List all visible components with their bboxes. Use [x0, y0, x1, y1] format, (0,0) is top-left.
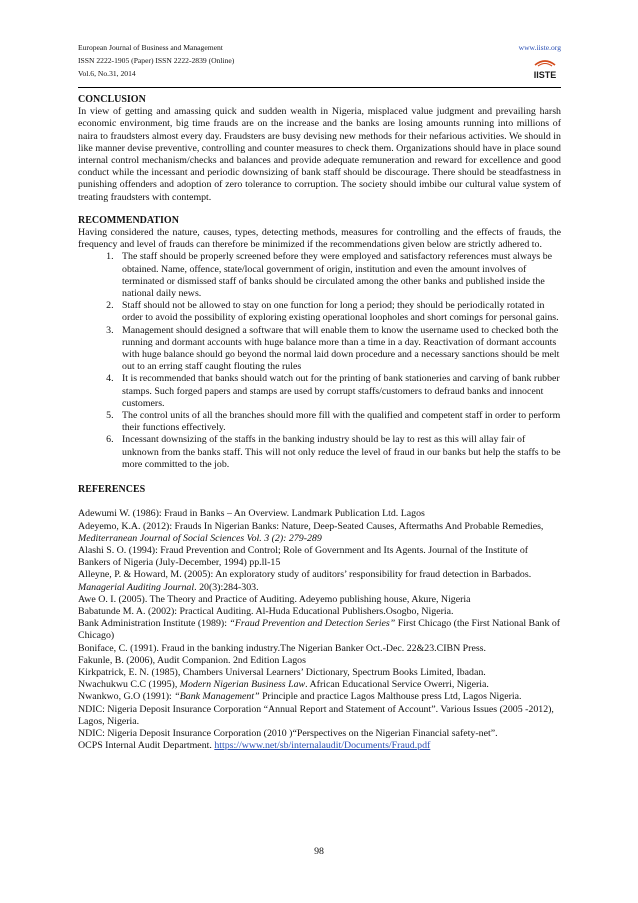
reference-link[interactable]: https://www.net/sb/internalaudit/Documents/Fraud.pdf — [214, 740, 431, 752]
reference-item: Awe O. I. (2005). The Theory and Practice of Auditing. Adeyemo publishing house, Akure, Nigeria — [78, 593, 471, 605]
list-item: 4. It is recommended that banks should watch out for the printing of bank stationeries and carving of bank rubber stamps. Such forged papers and stamps are used by corrupt staffs/customers to defraud banks and innocent customers. — [116, 373, 561, 410]
page-number: 98 — [314, 846, 324, 857]
reference-item: NDIC: Nigeria Deposit Insurance Corporation “Annual Report and Statement of Account”. Various Issues (2005 -2012), Lagos, Nigeria. — [78, 703, 554, 727]
journal-title: European Journal of Business and Management — [78, 43, 223, 52]
recommendation-intro: Having considered the nature, causes, types, detecting methods, measures for controlling and the effects of frauds, the frequency and level of frauds can therefore be minimized if the recommendations given below are strictly adhered to. — [78, 227, 561, 251]
conclusion-paragraph: In view of getting and amassing quick and sudden wealth in Nigeria, misplaced value judgment and prevailing harsh economic environment, big time frauds are on the increase and the banks are losing amounts running into millions of naira to fraudsters almost every day. Fraudsters are busy devising new methods for their nefarious activities. We should in like manner devise preventive, controlling and counter measures to check them. Organizations should have in place sound internal control mechanism/checks and balances and provide adequate remuneration and reward for excellence and good conduct while the incessant and periodic downsizing of bank staff should be discourage. There should be steadfastness in punishing offenders and adoption of zero tolerance to corruption. The society should imbibe our cultural value system of treating fraudsters with contempt. — [78, 106, 561, 203]
header-rule — [78, 87, 561, 88]
iiste-logo — [532, 56, 558, 82]
reference-item: Babatunde M. A. (2002): Practical Auditing. Al-Huda Educational Publishers.Osogbo, Nigeria. — [78, 605, 454, 617]
logo-text: IISTE — [533, 70, 557, 80]
reference-item: Nwachukwu C.C (1995), Modern Nigerian Business Law. African Educational Service Owerri, Nigeria. — [78, 679, 489, 691]
references-list — [78, 508, 561, 752]
list-item: 5. The control units of all the branches should more fill with the qualified and competent staff in order to perform their functions effectively. — [116, 410, 561, 434]
reference-item: Alleyne, P. & Howard, M. (2005): An exploratory study of auditors’ responsibility for fraud detection in Barbados. Managerial Auditing Journal. 20(3):284-303. — [78, 569, 532, 593]
references-heading: REFERENCES — [78, 484, 146, 496]
reference-item: Alashi S. O. (1994): Fraud Prevention and Control; Role of Government and Its Agents. Journal of the Institute of Bankers of Nigeria (July-December, 1994) pp.ll-15 — [78, 544, 529, 569]
reference-item: Nwankwo, G.O (1991): “Bank Management” Principle and practice Lagos Malthouse press Ltd, Lagos Nigeria. — [78, 691, 522, 703]
reference-item: Adeyemo, K.A. (2012): Frauds In Nigerian Banks: Nature, Deep-Seated Causes, Aftermaths And Probable Remedies, Mediterranean Journal of Social Sciences Vol. 3 (2): 279-289 — [78, 520, 544, 544]
reference-item: Kirkpatrick, E. N. (1985), Chambers Universal Learners’ Dictionary, Spectrum Books Limited, Ibadan. — [78, 666, 486, 678]
reference-item: OCPS Internal Audit Department. https://www.net/sb/internalaudit/Documents/Fraud.pdf — [78, 740, 431, 752]
recommendation-list — [78, 251, 561, 471]
reference-item: Bank Administration Institute (1989): “Fraud Prevention and Detection Series” First Chicago (the First National Bank of Chicago) — [78, 618, 561, 642]
article-body — [78, 94, 561, 752]
list-item: 3. Management should designed a software that will enable them to know the username used to checked both the running and dormant accounts with huge balance more than a time in a day. Reactivation of dormant accounts with huge balance should go beyond the normal laid down procedure and a necessary sanctions should be melt out to an erring staff caught flouting the rules — [116, 325, 561, 374]
list-item: 2. Staff should not be allowed to stay on one function for long a period; they should be periodically rotated in order to avoid the possibility of exploring existing operational loopholes and short comings for personal gains. — [116, 300, 561, 324]
journal-url-link[interactable]: www.iiste.org — [518, 43, 561, 52]
reference-item: Boniface, C. (1991). Fraud in the banking industry.The Nigerian Banker Oct.-Dec. 22&23.CIBN Press. — [78, 642, 486, 654]
list-item: 1. The staff should be properly screened before they were employed and satisfactory references must always be obtained. Name, offence, state/local government of origin, institution and even the amount involves of terminated or dismissed staff of banks should be circulated among the other banks and published inside the national daily news. — [116, 251, 561, 300]
reference-item: Fakunle, B. (2006), Audit Companion. 2nd Edition Lagos — [78, 654, 306, 666]
conclusion-heading: CONCLUSION — [78, 94, 146, 105]
volume-line: Vol.6, No.31, 2014 — [78, 69, 136, 78]
reference-item: NDIC: Nigeria Deposit Insurance Corporation (2010 )“Perspectives on the Nigerian Financial safety-net”. — [78, 727, 498, 739]
reference-item: Adewumi W. (1986): Fraud in Banks – An Overview. Landmark Publication Ltd. Lagos — [78, 508, 425, 520]
list-item: 6. Incessant downsizing of the staffs in the banking industry should be lay to rest as this will allay fair of unknown from the banks staff. This will not only reduce the level of fraud in our banks but help the staffs to be more committed to the job. — [116, 434, 561, 471]
issn-line: ISSN 2222-1905 (Paper) ISSN 2222-2839 (Online) — [78, 56, 235, 65]
recommendation-heading: RECOMMENDATION — [78, 214, 179, 226]
